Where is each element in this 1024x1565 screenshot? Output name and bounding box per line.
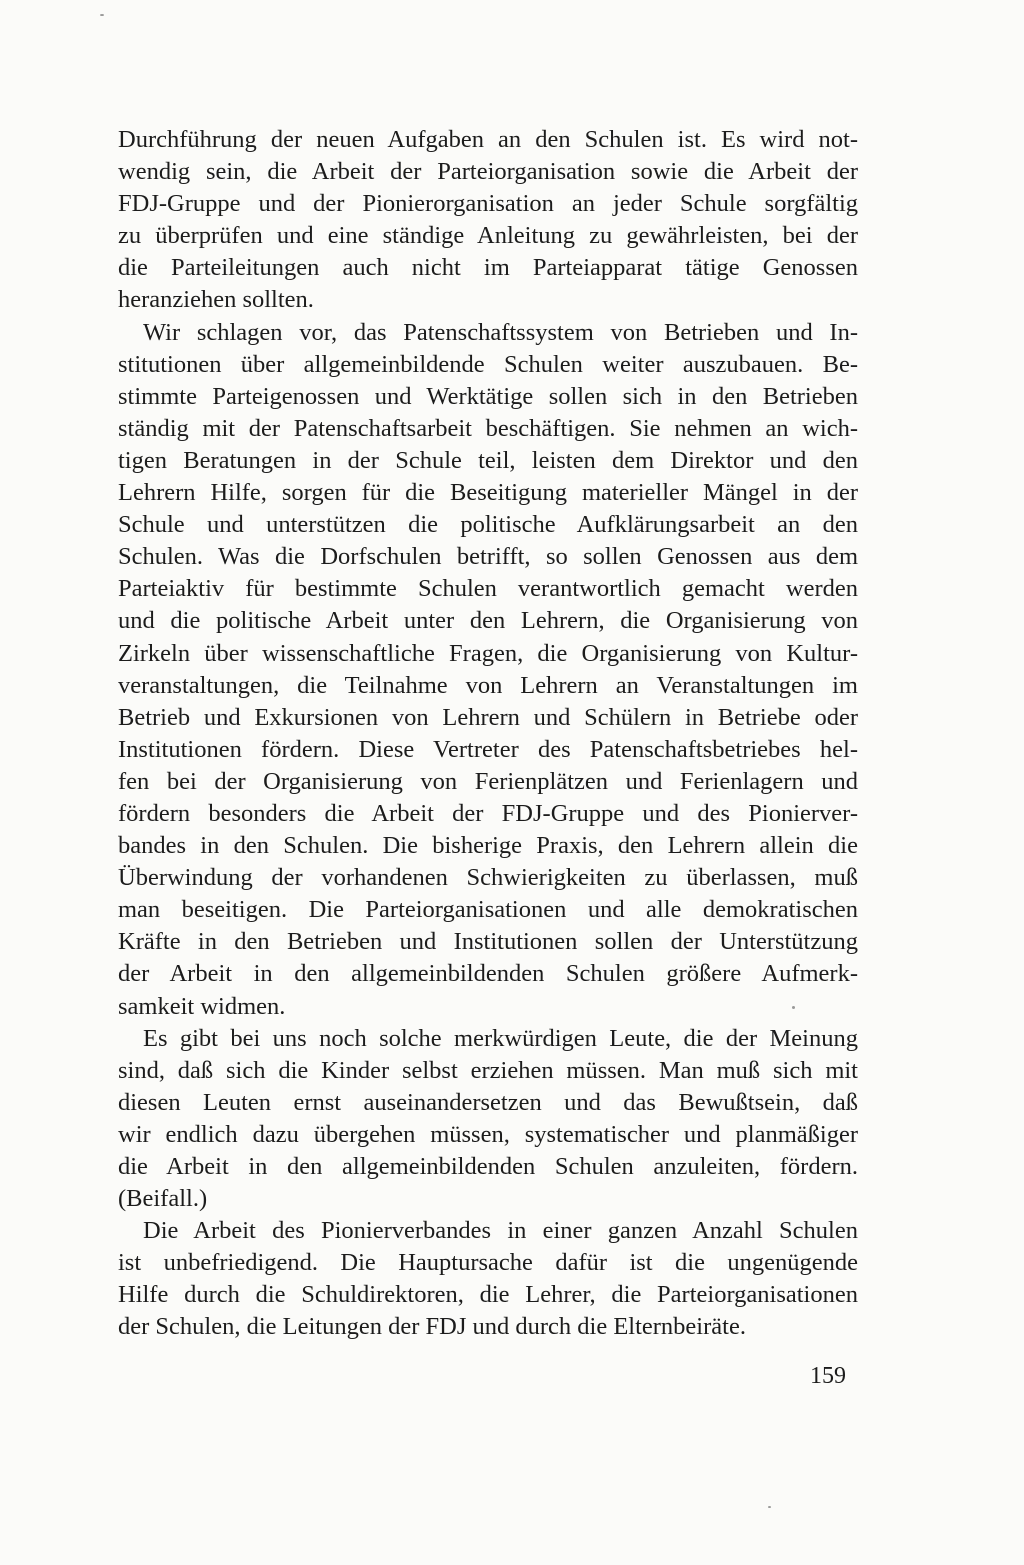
paragraphs-flow [118,124,858,1344]
text-line: Durchführung der neuen Aufgaben an den Schulen ist. Es wird not- [118,126,858,153]
text-line: (Beifall.) [118,1185,208,1213]
text-line: der Schulen, die Leitungen der FDJ und durch die Elternbeiräte. [118,1313,746,1341]
text-line: wir endlich dazu übergehen müssen, systematischer und planmäßiger [118,1120,858,1148]
text-line: tigen Beratungen in der Schule teil, leisten dem Direktor und den [118,446,858,474]
text-line: Überwindung der vorhandenen Schwierigkeiten zu überlassen, muß [118,864,858,892]
text-line: und die politische Arbeit unter den Lehrern, die Organisierung von [118,607,858,635]
text-line: die Arbeit in den allgemeinbildenden Schulen anzuleiten, fördern. [118,1153,858,1180]
text-line: Hilfe durch die Schuldirektoren, die Lehrer, die Parteiorganisationen [118,1281,858,1309]
text-line: fördern besonders die Arbeit der FDJ-Gruppe und des Pionierver- [118,799,858,827]
text-line: fen bei der Organisierung von Ferienplätzen und Ferienlagern und [118,767,858,795]
text-line: zu überprüfen und eine ständige Anleitung zu gewährleisten, bei der [118,222,858,250]
page-number: 159 [810,1363,846,1389]
text-line: man beseitigen. Die Parteiorganisationen und alle demokratischen [118,896,858,924]
text-line: Es gibt bei uns noch solche merkwürdigen Leute, die der Meinung [143,1024,858,1052]
print-speck [100,14,104,16]
text-line: FDJ-Gruppe und der Pionierorganisation an jeder Schule sorgfältig [118,190,858,218]
text-line: Die Arbeit des Pionierverbandes in einer ganzen Anzahl Schulen [143,1217,858,1245]
text-line: die Parteileitungen auch nicht im Parteiapparat tätige Genossen [118,254,858,282]
text-line: sind, daß sich die Kinder selbst erziehen müssen. Man muß sich mit [118,1056,858,1084]
text-line: stitutionen über allgemeinbildende Schulen weiter auszubauen. Be- [118,350,858,378]
print-speck [792,1006,795,1009]
text-line: bandes in den Schulen. Die bisherige Praxis, den Lehrern allein die [118,832,858,860]
text-line: diesen Leuten ernst auseinandersetzen und das Bewußtsein, daß [118,1088,858,1116]
text-line: Schule und unterstützen die politische Aufklärungsarbeit an den [118,511,858,539]
text-line: Lehrern Hilfe, sorgen für die Beseitigung materieller Mängel in der [118,479,858,507]
text-line: Wir schlagen vor, das Patenschaftssystem von Betrieben und In- [143,318,858,346]
text-line: ständig mit der Patenschaftsarbeit beschäftigen. Sie nehmen an wich- [118,414,858,442]
text-line: samkeit widmen. [118,992,286,1020]
text-line: Betrieb und Exkursionen von Lehrern und Schülern in Betriebe oder [118,703,858,731]
text-line: Institutionen fördern. Diese Vertreter des Patenschaftsbetriebes hel- [118,735,858,763]
text-line: Zirkeln über wissenschaftliche Fragen, die Organisierung von Kultur- [118,639,858,667]
text-line: Parteiaktiv für bestimmte Schulen verantwortlich gemacht werden [118,575,858,603]
text-line: der Arbeit in den allgemeinbildenden Schulen größere Aufmerk- [118,960,858,988]
text-line: ist unbefriedigend. Die Hauptursache dafür ist die ungenügende [118,1249,858,1277]
text-line: heranziehen sollten. [118,286,314,314]
text-line: Kräfte in den Betrieben und Institutionen sollen der Unterstützung [118,928,858,956]
print-speck [768,1506,771,1508]
text-line: wendig sein, die Arbeit der Parteiorganisation sowie die Arbeit der [118,158,858,186]
text-line: stimmte Parteigenossen und Werktätige sollen sich in den Betrieben [118,382,858,410]
text-line: Schulen. Was die Dorfschulen betrifft, so sollen Genossen aus dem [118,543,858,571]
text-line: veranstaltungen, die Teilnahme von Lehrern an Veranstaltungen im [118,671,858,699]
